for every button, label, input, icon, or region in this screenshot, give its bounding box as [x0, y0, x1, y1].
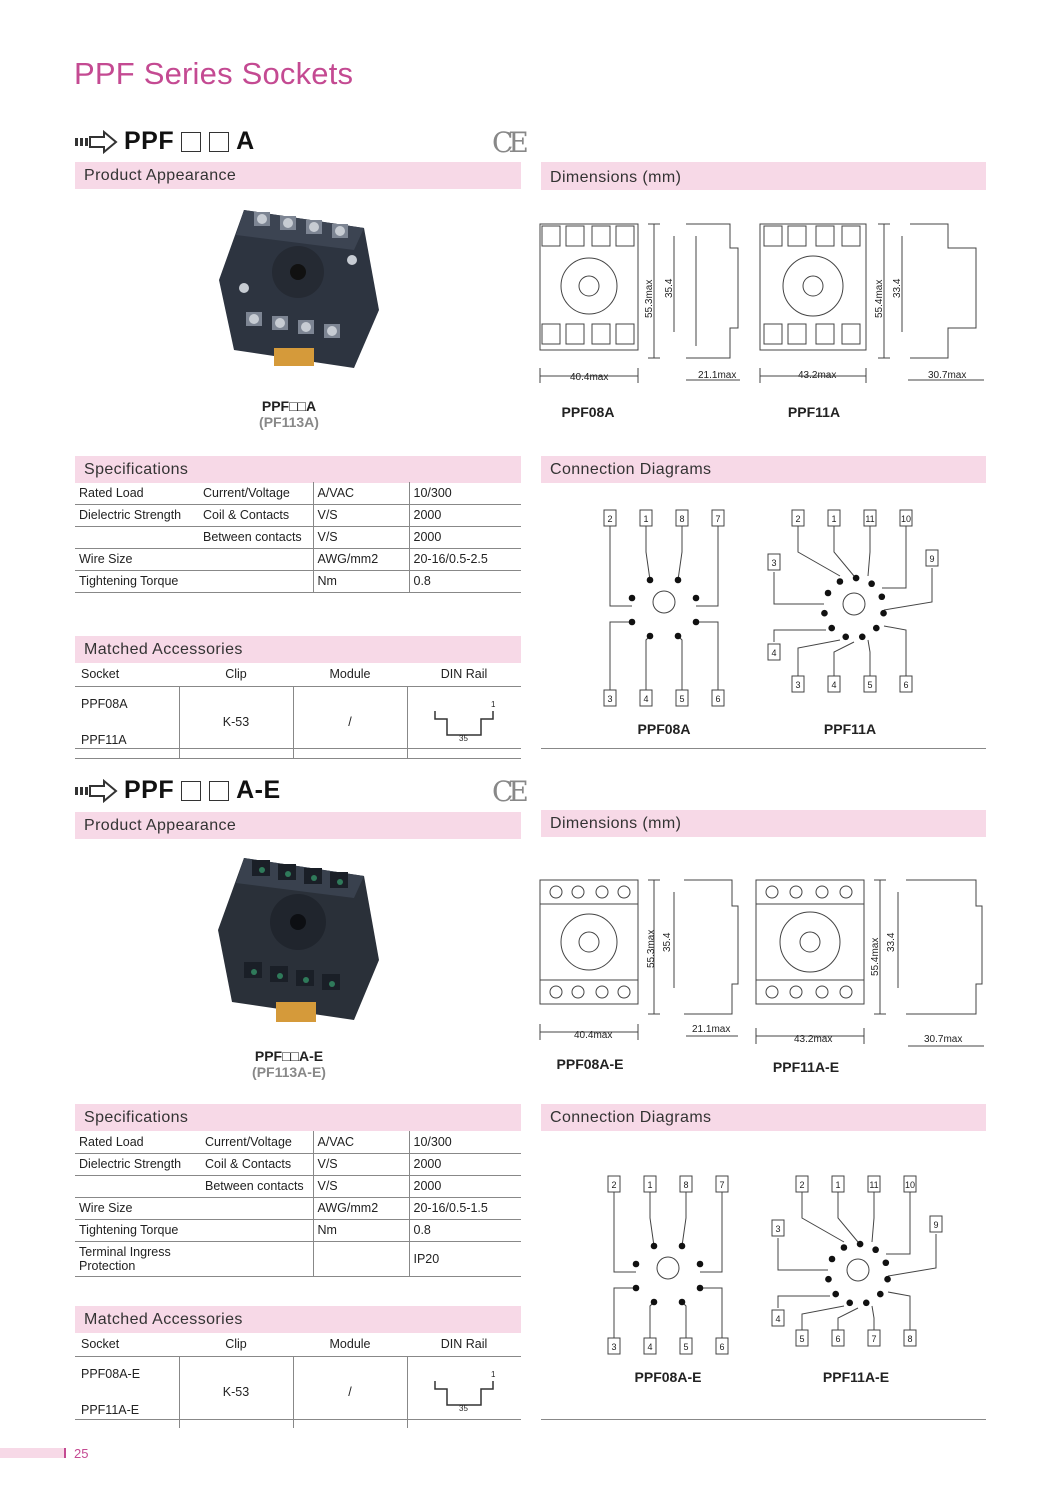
spec-cell: [201, 1241, 313, 1276]
dim-label-ppf11a: PPF11A: [787, 404, 841, 420]
spec-row: [75, 1131, 521, 1153]
section-header-connection: Connection Diagrams: [541, 456, 986, 483]
footer-tick: [64, 1448, 66, 1458]
pin-dot: [832, 1291, 839, 1298]
model-prefix: PPF: [124, 127, 175, 155]
wire: [774, 572, 824, 604]
spec-cell: Coil & Contacts: [201, 1153, 313, 1175]
pin-number: 6: [715, 694, 721, 704]
spec-cell: A/VAC: [313, 1131, 409, 1153]
connection-diagrams: [600, 1170, 980, 1360]
din-rail-icon: [429, 701, 499, 741]
socket-key: [847, 1259, 869, 1281]
spec-cell: V/S: [313, 1175, 409, 1197]
din-rail-icon: [429, 1371, 499, 1411]
wire: [678, 526, 682, 580]
pin-dot: [693, 595, 700, 602]
accessories-table: [75, 1332, 521, 1428]
dim-inner-1: 35.4: [664, 278, 675, 298]
dim-height-1: 55.3max: [644, 279, 655, 318]
acc-header-socket: Socket: [75, 1332, 179, 1356]
wire: [650, 1302, 654, 1340]
pin-dot: [883, 1259, 890, 1266]
accessories-table: [75, 662, 521, 759]
spec-cell: 2000: [409, 526, 521, 548]
dim-label-ppf08a-e: PPF08A-E: [556, 1056, 624, 1072]
spec-cell: [313, 1241, 409, 1276]
dim-height-2: 55.4max: [874, 279, 885, 318]
pin-dot: [821, 610, 828, 617]
arrow-pointer-icon: [74, 130, 118, 154]
acc-header-clip: Clip: [179, 1332, 293, 1356]
wire: [696, 526, 718, 606]
placeholder-box: [209, 781, 229, 801]
pin-dot: [877, 1291, 884, 1298]
spec-cell: [75, 1175, 201, 1197]
wire: [778, 1238, 828, 1270]
section-header-connection: Connection Diagrams: [541, 1104, 986, 1131]
socket-key: [843, 593, 865, 615]
model-heading-ppf-a: [74, 127, 255, 156]
arrow-pointer-icon: [74, 779, 118, 803]
wire: [834, 526, 854, 576]
conn-label-ppf11a-e: PPF11A-E: [822, 1369, 890, 1385]
wire: [696, 622, 718, 690]
pin-number: 8: [683, 1180, 689, 1190]
spec-cell: Nm: [313, 570, 409, 592]
acc-clip: K-53: [179, 686, 293, 758]
spec-cell: 20-16/0.5-1.5: [409, 1197, 521, 1219]
model-suffix: A: [236, 127, 255, 155]
pin-number: 4: [643, 694, 649, 704]
dim-label-ppf11a-e: PPF11A-E: [772, 1059, 840, 1075]
pin-dot: [697, 1285, 704, 1292]
socket-key: [657, 1257, 679, 1279]
spec-cell: [199, 548, 313, 570]
spec-cell: 10/300: [409, 482, 521, 504]
spec-cell: AWG/mm2: [313, 548, 409, 570]
pin-number: 7: [871, 1334, 877, 1344]
acc-socket: PPF11A-E: [81, 1403, 140, 1417]
pin-dot: [857, 1241, 864, 1248]
pin-dot: [880, 610, 887, 617]
pin-number: 2: [611, 1180, 617, 1190]
spec-cell: [201, 1219, 313, 1241]
dim-width-2: 43.2max: [794, 1034, 833, 1045]
acc-header-socket: Socket: [75, 662, 179, 686]
spec-cell: A/VAC: [313, 482, 409, 504]
socket-key: [653, 591, 675, 613]
spec-cell: Between contacts: [199, 526, 313, 548]
pin-number: 4: [647, 1342, 653, 1352]
spec-cell: [75, 526, 199, 548]
spec-cell: AWG/mm2: [313, 1197, 409, 1219]
pin-number: 11: [869, 1180, 879, 1190]
wire: [884, 626, 906, 676]
placeholder-box: [209, 132, 229, 152]
spec-row: [75, 482, 521, 504]
wire: [872, 1192, 874, 1242]
spec-cell: V/S: [313, 504, 409, 526]
pin-number: 8: [907, 1334, 913, 1344]
pin-number: 2: [799, 1180, 805, 1190]
placeholder-box: [181, 781, 201, 801]
spec-row: [75, 1153, 521, 1175]
wire: [646, 526, 650, 580]
conn-label-ppf08a: PPF08A: [637, 721, 691, 737]
acc-header-module: Module: [293, 1332, 407, 1356]
dim-height-1: 55.3max: [646, 929, 657, 968]
pin-dot: [825, 1276, 832, 1283]
spec-cell: Wire Size: [75, 1197, 201, 1219]
dim-inner-2: 33.4: [892, 278, 903, 298]
spec-row: [75, 548, 521, 570]
spec-cell: V/S: [313, 1153, 409, 1175]
pin-dot: [884, 1276, 891, 1283]
page-title: PPF Series Sockets: [74, 56, 354, 91]
pin-number: 4: [831, 680, 837, 690]
rail-thickness: 1: [491, 700, 496, 709]
wire: [778, 1296, 830, 1308]
acc-header-module: Module: [293, 662, 407, 686]
pin-number: 6: [719, 1342, 725, 1352]
spec-cell: 2000: [409, 1153, 521, 1175]
acc-header-din-rail: DIN Rail: [407, 662, 521, 686]
pin-dot: [859, 634, 866, 641]
pin-number: 2: [607, 514, 613, 524]
wire: [610, 622, 632, 690]
placeholder-box: [181, 132, 201, 152]
dim-depth-2: 30.7max: [928, 370, 967, 381]
spec-cell: Terminal Ingress Protection: [75, 1241, 201, 1276]
dim-inner-1: 35.4: [662, 932, 673, 952]
conn-label-ppf11a: PPF11A: [823, 721, 877, 737]
pin-number: 1: [647, 1180, 653, 1190]
wire: [886, 1192, 910, 1254]
rail-width: 35: [459, 1403, 469, 1411]
wire: [614, 1192, 636, 1272]
dim-width-2: 43.2max: [798, 370, 837, 381]
wire: [888, 1234, 936, 1276]
ce-mark: CE: [492, 126, 524, 159]
pin-dot: [647, 577, 654, 584]
spec-row: [75, 1175, 521, 1197]
dim-depth-2: 30.7max: [924, 1034, 963, 1045]
wire: [650, 1192, 654, 1246]
spec-cell: [201, 1197, 313, 1219]
spec-cell: Rated Load: [75, 1131, 201, 1153]
wire: [774, 630, 826, 642]
pin-dot: [633, 1285, 640, 1292]
spec-cell: Current/Voltage: [199, 482, 313, 504]
wire: [868, 640, 870, 676]
wire: [868, 526, 870, 576]
pin-dot: [633, 1261, 640, 1268]
section-header-specifications: Specifications: [75, 1104, 521, 1131]
pin-dot: [651, 1299, 658, 1306]
divider: [541, 748, 986, 749]
dim-label-ppf08a: PPF08A: [561, 404, 615, 420]
pin-number: 3: [795, 680, 801, 690]
model-heading-ppf-a-e: [74, 776, 281, 805]
spec-row: [75, 1241, 521, 1276]
pin-number: 11: [865, 514, 875, 524]
pin-dot: [846, 1300, 853, 1307]
connection-diagrams: [596, 504, 976, 710]
pin-number: 5: [683, 1342, 689, 1352]
acc-module: /: [293, 686, 407, 758]
spec-cell: IP20: [409, 1241, 521, 1276]
dimension-drawings: [536, 218, 990, 388]
wire: [700, 1288, 722, 1340]
pin-dot: [679, 1299, 686, 1306]
spec-cell: V/S: [313, 526, 409, 548]
section-header-dimensions: Dimensions (mm): [541, 810, 986, 837]
pin-dot: [829, 1256, 836, 1263]
pin-number: 2: [795, 514, 801, 524]
spec-cell: 20-16/0.5-2.5: [409, 548, 521, 570]
model-prefix: PPF: [124, 776, 175, 804]
divider: [75, 1419, 521, 1420]
dim-depth-1: 21.1max: [698, 370, 737, 381]
pin-number: 1: [643, 514, 649, 524]
pin-dot: [828, 625, 835, 632]
pin-number: 5: [799, 1334, 805, 1344]
page-number: 25: [74, 1446, 89, 1461]
pin-dot: [675, 633, 682, 640]
section-header-accessories: Matched Accessories: [75, 636, 521, 663]
spec-row: [75, 504, 521, 526]
photo-caption-model: PPF□□A: [261, 398, 317, 414]
acc-header-din-rail: DIN Rail: [407, 1332, 521, 1356]
footer-bar: [0, 1448, 66, 1458]
wire: [682, 1302, 686, 1340]
photo-caption: [189, 1048, 389, 1080]
photo-caption-model: PPF□□A-E: [254, 1048, 324, 1064]
dim-inner-2: 33.4: [886, 932, 897, 952]
wire: [838, 1192, 858, 1242]
pin-number: 1: [831, 514, 837, 524]
spec-cell: 0.8: [409, 570, 521, 592]
pin-dot: [629, 595, 636, 602]
spec-row: [75, 1197, 521, 1219]
pin-number: 6: [835, 1334, 841, 1344]
model-suffix: A-E: [236, 776, 281, 804]
acc-socket: PPF11A: [81, 732, 127, 747]
section-header-appearance: Product Appearance: [75, 812, 521, 839]
wire: [614, 1288, 636, 1340]
wire: [872, 1306, 874, 1330]
dim-depth-1: 21.1max: [692, 1024, 731, 1035]
spec-cell: Coil & Contacts: [199, 504, 313, 526]
pin-dot: [863, 1300, 870, 1307]
pin-number: 9: [933, 1220, 939, 1230]
pin-number: 3: [611, 1342, 617, 1352]
pin-number: 10: [900, 514, 912, 524]
dim-width-1: 40.4max: [570, 372, 609, 383]
pin-number: 5: [679, 694, 685, 704]
specifications-table: [75, 482, 521, 593]
pin-number: 9: [929, 554, 935, 564]
din-rail-cell: [407, 1356, 521, 1428]
pin-dot: [853, 575, 860, 582]
socket-photo: [214, 850, 384, 1026]
dimension-drawings: [536, 876, 990, 1052]
spec-cell: Between contacts: [201, 1175, 313, 1197]
photo-caption: [189, 398, 389, 430]
acc-header-clip: Clip: [179, 662, 293, 686]
pin-dot: [697, 1261, 704, 1268]
acc-module: /: [293, 1356, 407, 1428]
wire: [838, 1308, 858, 1330]
spec-cell: Rated Load: [75, 482, 199, 504]
pin-dot: [629, 619, 636, 626]
spec-cell: Dielectric Strength: [75, 504, 199, 526]
section-header-accessories: Matched Accessories: [75, 1306, 521, 1333]
pin-number: 4: [775, 1314, 781, 1324]
wire: [682, 1192, 686, 1246]
divider: [75, 748, 521, 749]
pin-number: 1: [835, 1180, 841, 1190]
pin-number: 8: [679, 514, 685, 524]
section-header-specifications: Specifications: [75, 456, 521, 483]
pin-number: 7: [715, 514, 721, 524]
pin-dot: [873, 625, 880, 632]
rail-thickness: 1: [491, 1370, 496, 1379]
wire: [678, 636, 682, 690]
pin-number: 4: [771, 648, 777, 658]
spec-row: [75, 1219, 521, 1241]
section-header-dimensions: Dimensions (mm): [541, 162, 986, 190]
pin-number: 7: [719, 1180, 725, 1190]
spec-row: [75, 526, 521, 548]
dim-width-1: 40.4max: [574, 1030, 613, 1041]
spec-cell: Wire Size: [75, 548, 199, 570]
pin-number: 3: [771, 558, 777, 568]
acc-socket: PPF08A-E: [81, 1367, 141, 1382]
specifications-table: [75, 1131, 521, 1277]
wire: [882, 526, 906, 588]
rail-width: 35: [459, 733, 469, 741]
wire: [888, 1292, 910, 1330]
pin-dot: [879, 593, 886, 600]
wire: [884, 568, 932, 610]
pin-dot: [679, 1243, 686, 1250]
pin-number: 3: [775, 1224, 781, 1234]
spec-cell: 10/300: [409, 1131, 521, 1153]
divider: [541, 1419, 986, 1420]
spec-cell: Tightening Torque: [75, 570, 199, 592]
socket-photo: [214, 200, 384, 370]
spec-cell: 0.8: [409, 1219, 521, 1241]
spec-cell: Tightening Torque: [75, 1219, 201, 1241]
pin-number: 10: [904, 1180, 916, 1190]
spec-cell: 2000: [409, 1175, 521, 1197]
pin-dot: [872, 1246, 879, 1253]
section-header-appearance: Product Appearance: [75, 162, 521, 189]
pin-number: 3: [607, 694, 613, 704]
pin-dot: [825, 590, 832, 597]
spec-row: [75, 570, 521, 592]
pin-dot: [868, 580, 875, 587]
pin-dot: [693, 619, 700, 626]
conn-label-ppf08a-e: PPF08A-E: [634, 1369, 702, 1385]
pin-number: 6: [903, 680, 909, 690]
wire: [646, 636, 650, 690]
spec-cell: Nm: [313, 1219, 409, 1241]
spec-cell: Current/Voltage: [201, 1131, 313, 1153]
spec-cell: 2000: [409, 504, 521, 526]
photo-subcaption: (PF113A): [259, 414, 319, 430]
pin-dot: [675, 577, 682, 584]
acc-socket: PPF08A: [81, 697, 128, 712]
pin-dot: [837, 578, 844, 585]
acc-clip: K-53: [179, 1356, 293, 1428]
spec-cell: Dielectric Strength: [75, 1153, 201, 1175]
pin-dot: [842, 634, 849, 641]
spec-cell: [199, 570, 313, 592]
pin-dot: [841, 1244, 848, 1251]
wire: [700, 1192, 722, 1272]
pin-number: 5: [867, 680, 873, 690]
ce-mark: CE: [492, 775, 524, 808]
dim-height-2: 55.4max: [870, 937, 881, 976]
photo-subcaption: (PF113A-E): [252, 1064, 326, 1080]
pin-dot: [651, 1243, 658, 1250]
pin-dot: [647, 633, 654, 640]
wire: [610, 526, 632, 606]
wire: [834, 642, 854, 676]
